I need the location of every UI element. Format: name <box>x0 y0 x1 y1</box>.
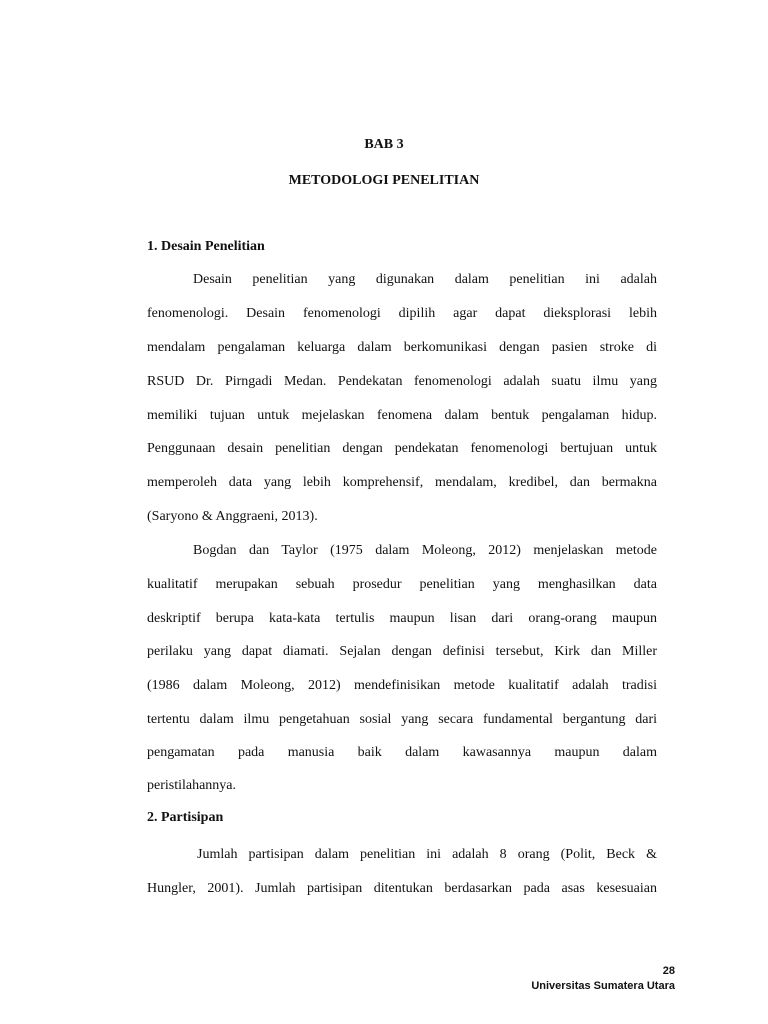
paragraph-line: deskriptif berupa kata-kata tertulis maupun lisan dari orang-orang maupun <box>147 611 657 626</box>
page-number: 28 <box>662 965 675 977</box>
paragraph-line: memiliki tujuan untuk mejelaskan fenomena dalam bentuk pengalaman hidup. <box>147 408 657 423</box>
paragraph-line: fenomenologi. Desain fenomenologi dipilih agar dapat dieksplorasi lebih <box>147 306 657 321</box>
paragraph-line: kualitatif merupakan sebuah prosedur penelitian yang menghasilkan data <box>147 577 657 592</box>
section-heading-desain: 1. Desain Penelitian <box>147 239 265 254</box>
paragraph-line: peristilahannya. <box>147 778 237 793</box>
paragraph-line: tertentu dalam ilmu pengetahuan sosial yang secara fundamental bergantung dari <box>147 712 657 727</box>
paragraph-line: Desain penelitian yang digunakan dalam penelitian ini adalah <box>193 272 657 287</box>
paragraph-line: (Saryono & Anggraeni, 2013). <box>147 509 318 524</box>
paragraph-line: Penggunaan desain penelitian dengan pendekatan fenomenologi bertujuan untuk <box>147 441 657 456</box>
paragraph-line: mendalam pengalaman keluarga dalam berkomunikasi dengan pasien stroke di <box>147 340 657 355</box>
paragraph-line: pengamatan pada manusia baik dalam kawasannya maupun dalam <box>147 745 657 760</box>
paragraph-line: memperoleh data yang lebih komprehensif, mendalam, kredibel, dan bermakna <box>147 475 657 490</box>
paragraph-line: Hungler, 2001). Jumlah partisipan ditentukan berdasarkan pada asas kesesuaian <box>147 881 657 896</box>
paragraph-line: Bogdan dan Taylor (1975 dalam Moleong, 2012) menjelaskan metode <box>193 543 657 558</box>
paragraph-line: RSUD Dr. Pirngadi Medan. Pendekatan fenomenologi adalah suatu ilmu yang <box>147 374 657 389</box>
chapter-number: BAB 3 <box>364 137 404 152</box>
section-heading-partisipan: 2. Partisipan <box>147 810 224 825</box>
paragraph-line: perilaku yang dapat diamati. Sejalan dengan definisi tersebut, Kirk dan Miller <box>147 644 657 659</box>
paragraph-line: Jumlah partisipan dalam penelitian ini adalah 8 orang (Polit, Beck & <box>197 847 657 862</box>
paragraph-line: (1986 dalam Moleong, 2012) mendefinisikan metode kualitatif adalah tradisi <box>147 678 657 693</box>
footer-institution: Universitas Sumatera Utara <box>531 980 675 992</box>
chapter-title: METODOLOGI PENELITIAN <box>288 173 480 188</box>
